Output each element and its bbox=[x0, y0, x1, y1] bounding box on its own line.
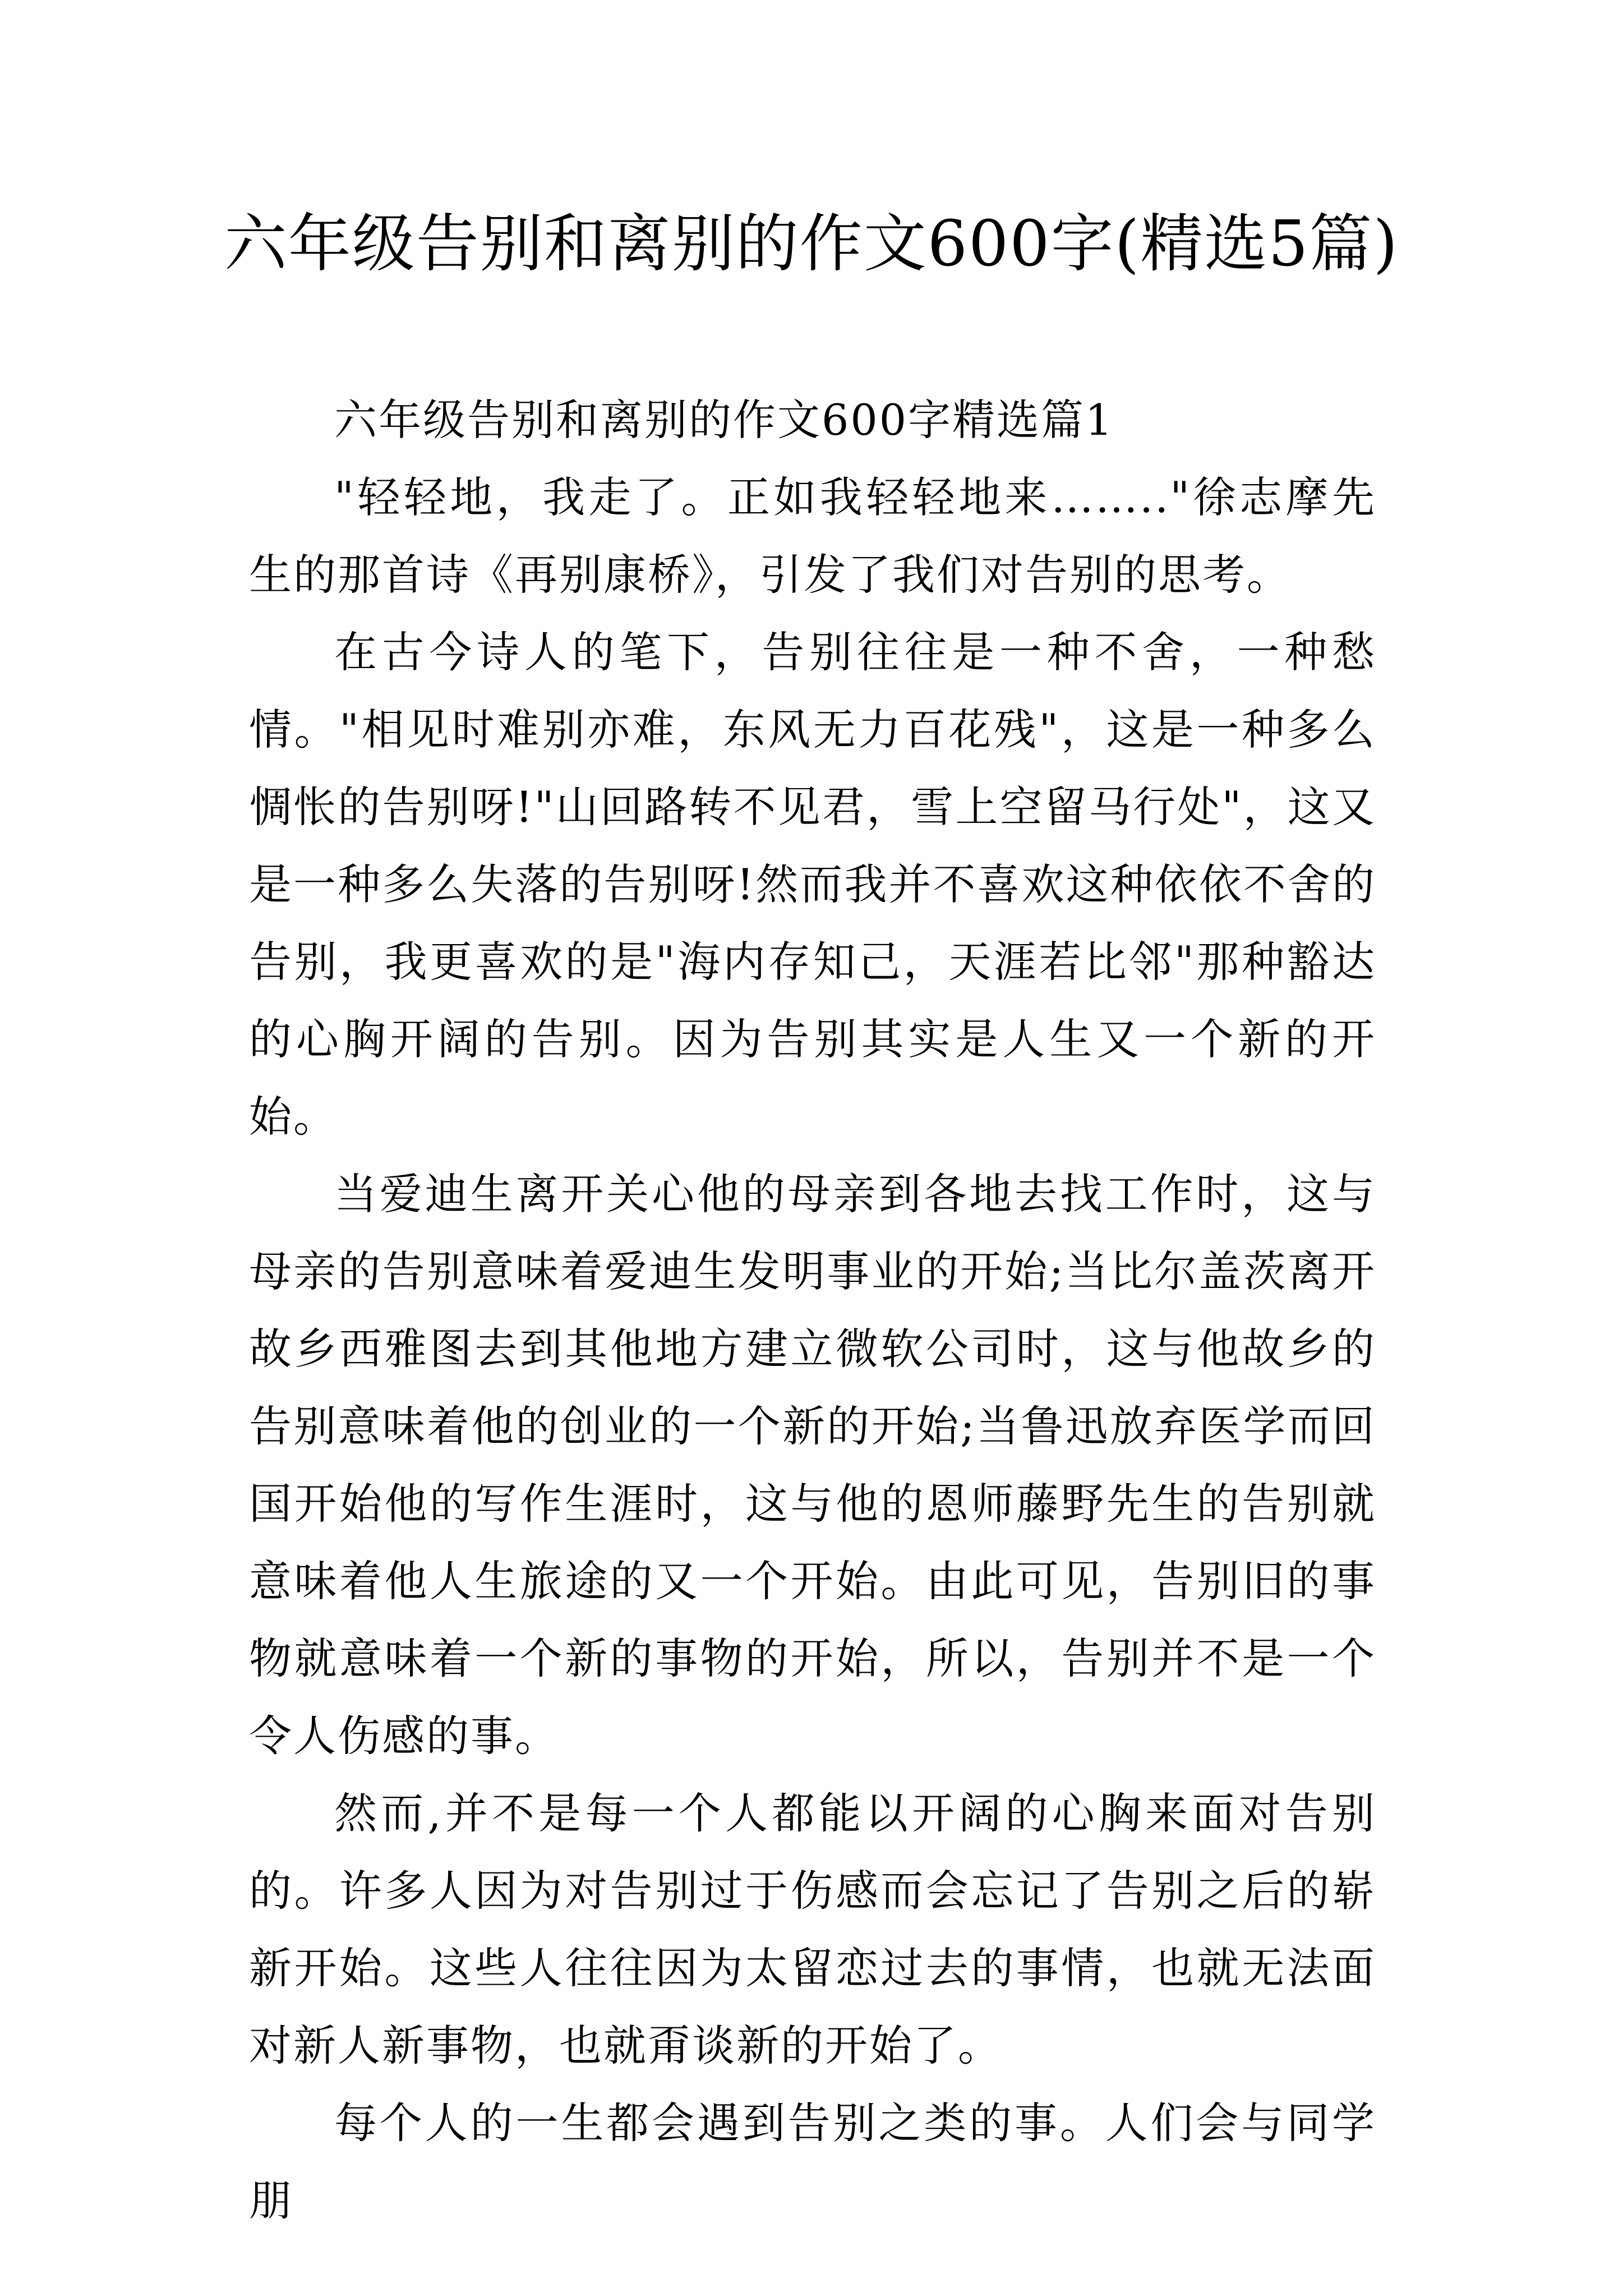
section-heading: 六年级告别和离别的作文600字精选篇1 bbox=[334, 395, 1114, 445]
paragraph: 每个人的一生都会遇到告别之类的事。人们会与同学朋 bbox=[249, 2098, 1376, 2225]
paragraph: 在古今诗人的笔下，告别往往是一种不舍，一种愁情。"相见时难别亦难，东风无力百花残"，这是一种多么惆怅的告别呀!"山回路转不见君，雪上空留马行处"，这又是一种多么失落的告别呀!然而我并不喜欢这种依依不舍的告别，我更喜欢的是"海内存知己，天涯若比邻"那种豁达的心胸开阔的告别。因为告别其实是人生又一个新的开始。 bbox=[249, 627, 1376, 1142]
document-body bbox=[249, 381, 1376, 2239]
paragraph: 然而,并不是每一个人都能以开阔的心胸来面对告别的。许多人因为对告别过于伤感而会忘记了告别之后的崭新开始。这些人往往因为太留恋过去的事情，也就无法面对新人新事物，也就甭谈新的开始了。 bbox=[249, 1788, 1376, 2070]
paragraph: 当爱迪生离开关心他的母亲到各地去找工作时，这与母亲的告别意味着爱迪生发明事业的开始;当比尔盖茨离开故乡西雅图去到其他地方建立微软公司时，这与他故乡的告别意味着他的创业的一个新的开始;当鲁迅放弃医学而回国开始他的写作生涯时，这与他的恩师藤野先生的告别就意味着他人生旅途的又一个开始。由此可见，告别旧的事物就意味着一个新的事物的开始，所以，告别并不是一个令人伤感的事。 bbox=[249, 1169, 1376, 1761]
paragraph: "轻轻地，我走了。正如我轻轻地来…….."徐志摩先生的那首诗《再别康桥》，引发了我们对告别的思考。 bbox=[249, 472, 1376, 600]
document-title: 六年级告别和离别的作文600字(精选5篇) bbox=[224, 208, 1399, 280]
